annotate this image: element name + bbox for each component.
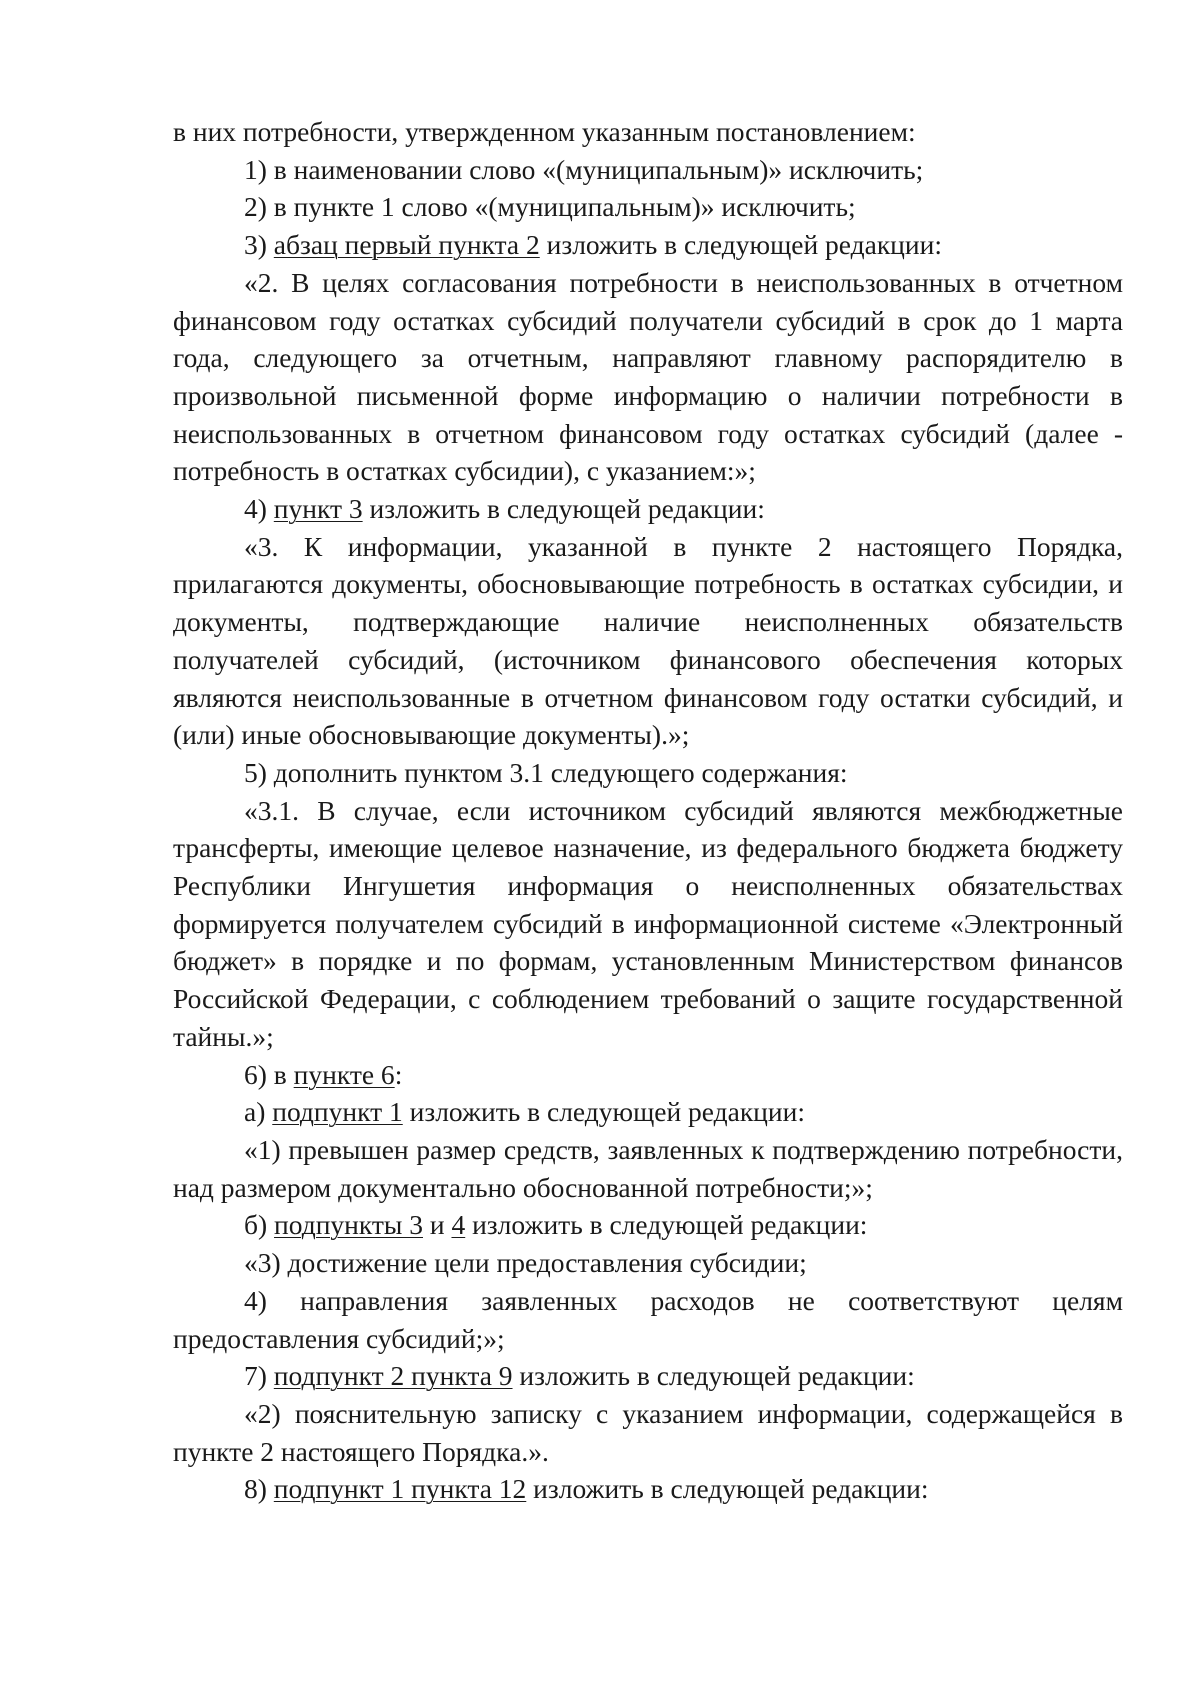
paragraph-p01	[173, 113, 1123, 151]
paragraph-p13	[173, 1206, 1123, 1244]
paragraph-text: 4) направления заявленных расходов не соответствуют целям предоставления субсидий;»;	[173, 1284, 1123, 1354]
paragraph-text: изложить в следующей редакции:	[539, 229, 942, 261]
paragraph-p07	[173, 528, 1123, 754]
paragraph-text: в них потребности, утвержденном указанным постановлением:	[173, 116, 916, 147]
paragraph-p11	[173, 1093, 1123, 1131]
paragraph-p06	[173, 490, 1123, 528]
paragraph-p03	[173, 188, 1123, 226]
paragraph-p15	[173, 1282, 1123, 1357]
paragraph-text: «3. К информации, указанной в пункте 2 настоящего Порядка, прилагаются документы, обосновывающие потребность в остатках субсидии, и документы, подтверждающие наличие неисполненных обязательств получателей субсидий, (источником финансового обеспечения которых являются неиспользованные в отчетном финансовом году остатки субсидий, и (или) иные обосновывающие документы).»;	[173, 530, 1123, 751]
paragraph-text: 4)	[244, 493, 274, 525]
paragraph-text: 8)	[244, 1473, 274, 1505]
document-reference-link[interactable]: пункт 3	[273, 493, 363, 525]
paragraph-p10	[173, 1056, 1123, 1094]
paragraph-p05	[173, 264, 1123, 490]
paragraph-text: б)	[244, 1209, 275, 1241]
paragraph-p04	[173, 226, 1123, 264]
paragraph-text: «2) пояснительную записку с указанием информации, содержащейся в пункте 2 настоящего Порядка.».	[173, 1397, 1123, 1467]
paragraph-p18	[173, 1470, 1123, 1508]
paragraph-text: :	[394, 1058, 403, 1090]
paragraph-text: 1) в наименовании слово «(муниципальным)» исключить;	[244, 153, 924, 185]
document-reference-link[interactable]: 4	[451, 1209, 466, 1241]
paragraph-text: изложить в следующей редакции:	[402, 1096, 805, 1128]
paragraph-p12	[173, 1131, 1123, 1206]
paragraph-text: 6) в	[244, 1058, 294, 1090]
paragraph-p14	[173, 1244, 1123, 1282]
paragraph-text: «1) превышен размер средств, заявленных к подтверждению потребности, над размером документально обоснованной потребности;»;	[173, 1133, 1123, 1203]
paragraph-text: «3) достижение цели предоставления субсидии;	[244, 1247, 807, 1279]
paragraph-p08	[173, 754, 1123, 792]
document-reference-link[interactable]: подпункт 1	[272, 1096, 403, 1128]
paragraph-text: 5) дополнить пунктом 3.1 следующего содержания:	[244, 756, 848, 788]
paragraph-text: изложить в следующей редакции:	[512, 1360, 915, 1392]
paragraph-text: 3)	[244, 229, 274, 261]
document-reference-link[interactable]: подпункт 1 пункта 12	[273, 1473, 527, 1505]
document-reference-link[interactable]: подпункты 3	[274, 1209, 423, 1241]
paragraph-text: изложить в следующей редакции:	[362, 493, 765, 525]
paragraph-text: и	[423, 1209, 452, 1241]
paragraph-text: изложить в следующей редакции:	[526, 1473, 929, 1505]
paragraph-p16	[173, 1357, 1123, 1395]
document-reference-link[interactable]: подпункт 2 пункта 9	[273, 1360, 513, 1392]
paragraph-text: 7)	[244, 1360, 274, 1392]
paragraph-text: «3.1. В случае, если источником субсидий являются межбюджетные трансферты, имеющие целевое назначение, из федерального бюджета бюджету Республики Ингушетия информация о неисполненных обязательствах формируется получателем субсидий в информационной системе «Электронный бюджет» в порядке и по формам, установленным Министерством финансов Российской Федерации, с соблюдением требований о защите государственной тайны.»;	[173, 794, 1123, 1052]
document-body	[173, 113, 1123, 1508]
paragraph-p17	[173, 1395, 1123, 1470]
paragraph-text: 2) в пункте 1 слово «(муниципальным)» исключить;	[244, 191, 856, 223]
paragraph-text: изложить в следующей редакции:	[465, 1209, 868, 1241]
paragraph-text: «2. В целях согласования потребности в неиспользованных в отчетном финансовом году остатках субсидий получатели субсидий в срок до 1 марта года, следующего за отчетным, направляют главному распорядителю в произвольной письменной форме информацию о наличии потребности в неиспользованных в отчетном финансовом году остатках субсидий (далее - потребность в остатках субсидии), с указанием:»;	[173, 266, 1123, 487]
paragraph-p09	[173, 792, 1123, 1056]
paragraph-text: а)	[244, 1096, 273, 1128]
document-reference-link[interactable]: абзац первый пункта 2	[273, 229, 540, 261]
document-reference-link[interactable]: пункте 6	[293, 1058, 395, 1090]
paragraph-p02	[173, 151, 1123, 189]
